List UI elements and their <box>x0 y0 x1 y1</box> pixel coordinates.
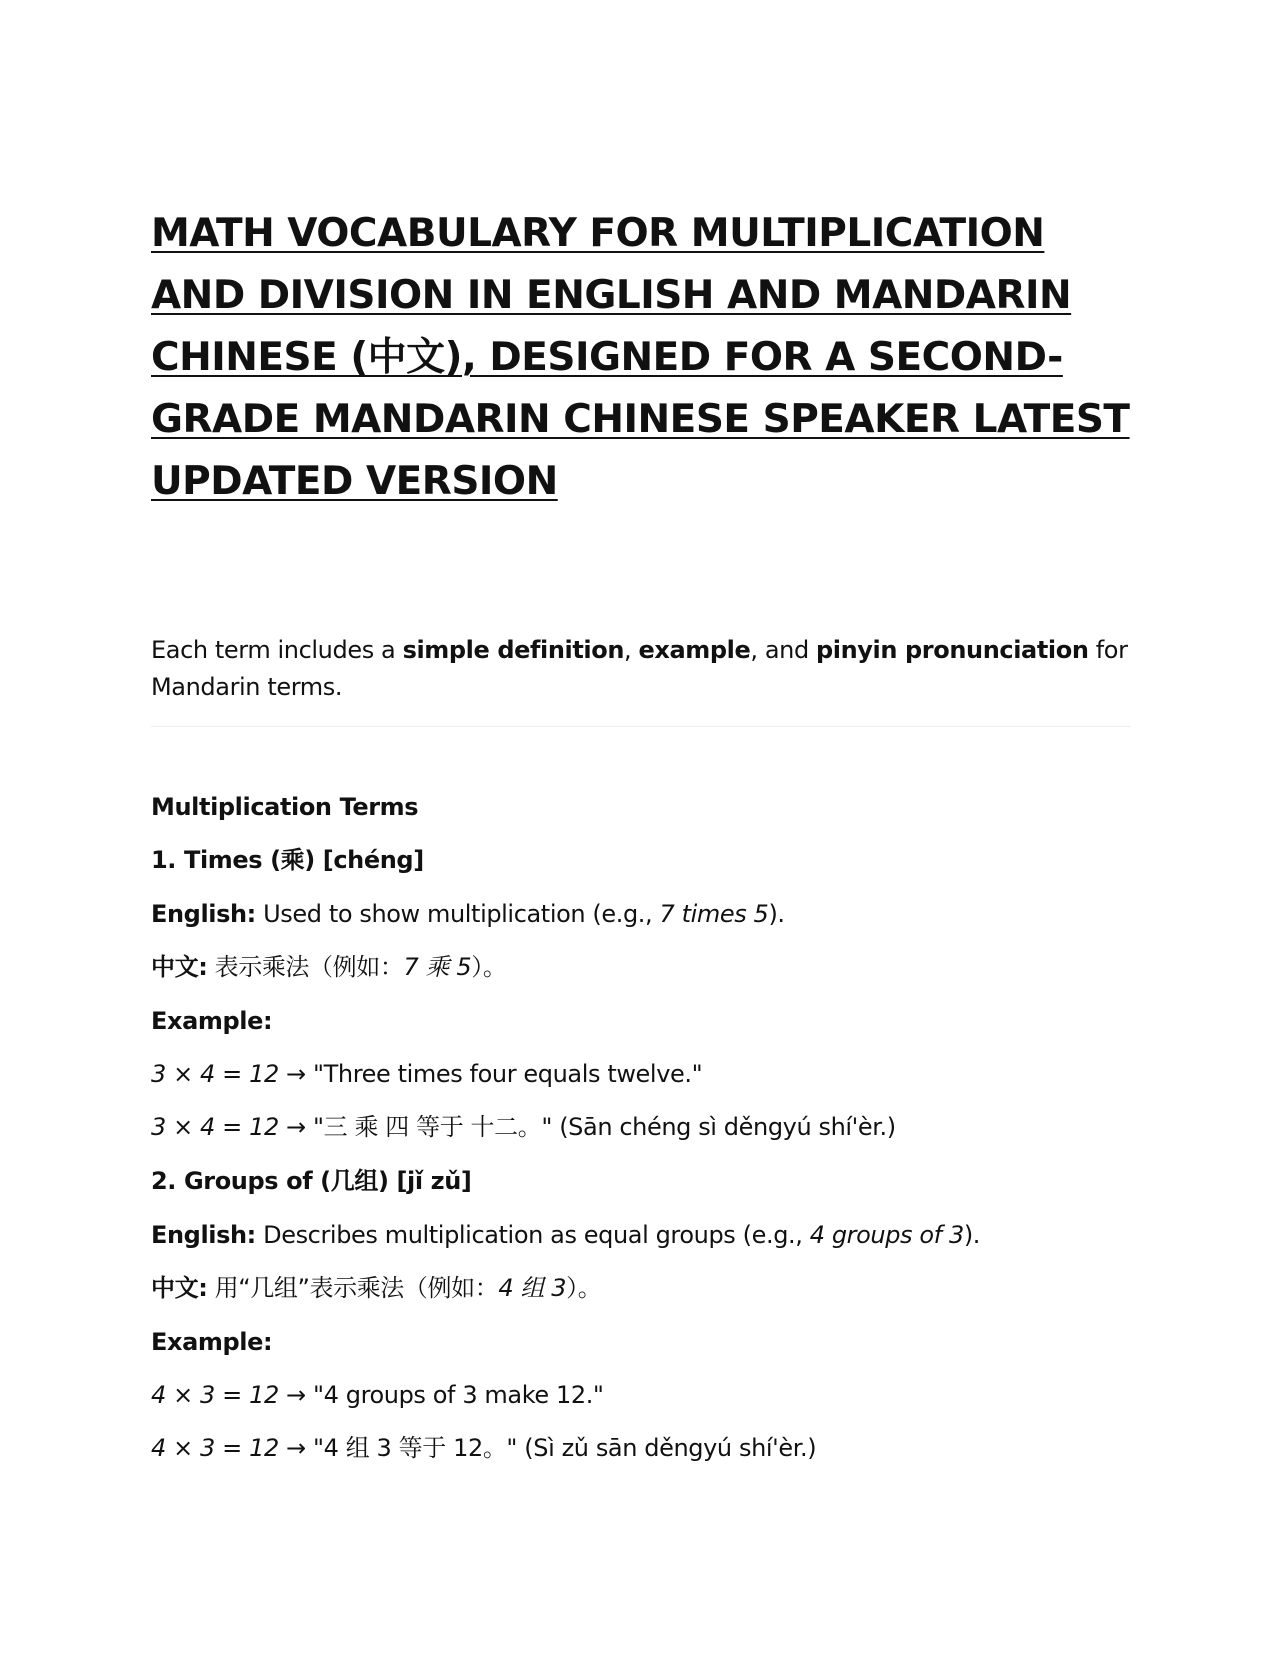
english-end: ). <box>768 900 785 928</box>
english-definition <box>151 1220 980 1250</box>
example-line <box>151 1112 896 1142</box>
english-text: Used to show multiplication (e.g., <box>255 900 660 928</box>
intro-paragraph <box>151 632 1136 706</box>
english-label: English: <box>151 900 256 928</box>
example-equation: 3 × 4 = 12 → <box>151 1060 306 1088</box>
chinese-text: 表示乘法（例如： <box>207 953 404 981</box>
example-line <box>151 1380 604 1410</box>
english-italic: 7 times 5 <box>659 900 769 928</box>
chinese-end: ）。 <box>566 1274 602 1302</box>
intro-text: for Mandarin terms. <box>151 636 1128 701</box>
chinese-end: ）。 <box>471 953 507 981</box>
example-text: "Three times four equals twelve." <box>305 1060 703 1088</box>
title-line: AND DIVISION IN ENGLISH AND MANDARIN <box>151 273 1072 318</box>
english-text: Describes multiplication as equal groups (e.g., <box>255 1221 810 1249</box>
title-line: UPDATED VERSION <box>151 459 558 504</box>
intro-bold-definition: simple definition <box>402 636 625 664</box>
example-equation: 4 × 3 = 12 → <box>151 1381 306 1409</box>
divider <box>151 726 1131 727</box>
example-text: "4 groups of 3 make 12." <box>305 1381 604 1409</box>
english-italic: 4 groups of 3 <box>809 1221 964 1249</box>
intro-bold-example: example <box>638 636 751 664</box>
example-line <box>151 1433 816 1463</box>
chinese-label: 中文: <box>151 953 208 981</box>
english-label: English: <box>151 1221 256 1249</box>
title-line: GRADE MANDARIN CHINESE SPEAKER LATEST <box>151 397 1130 442</box>
document-title <box>151 203 1136 513</box>
example-label: Example: <box>151 1328 273 1356</box>
title-line: CHINESE (中文), DESIGNED FOR A SECOND- <box>151 335 1063 380</box>
intro-text: , <box>624 636 639 664</box>
title-line: MATH VOCABULARY FOR MULTIPLICATION <box>151 211 1045 256</box>
example-text: "4 组 3 等于 12。" (Sì zǔ sān děngyú shí'èr.) <box>305 1434 817 1462</box>
example-equation: 4 × 3 = 12 → <box>151 1434 306 1462</box>
intro-text: , and <box>750 636 817 664</box>
section-heading: Multiplication Terms <box>151 793 419 821</box>
chinese-text: 用“几组”表示乘法（例如： <box>207 1274 499 1302</box>
english-end: ). <box>963 1221 981 1249</box>
example-line <box>151 1059 702 1089</box>
example-label: Example: <box>151 1007 273 1035</box>
chinese-italic: 7 乘 5 <box>403 953 472 981</box>
example-equation: 3 × 4 = 12 → <box>151 1113 306 1141</box>
intro-bold-pinyin: pinyin pronunciation <box>816 636 1089 664</box>
english-definition <box>151 899 785 929</box>
term-heading: 2. Groups of (几组) [jǐ zǔ] <box>151 1167 472 1195</box>
chinese-definition <box>151 1273 601 1303</box>
term-heading: 1. Times (乘) [chéng] <box>151 846 424 874</box>
chinese-label: 中文: <box>151 1274 208 1302</box>
chinese-definition <box>151 952 506 982</box>
intro-text: Each term includes a <box>151 636 403 664</box>
chinese-italic: 4 组 3 <box>498 1274 567 1302</box>
example-text: "三 乘 四 等于 十二。" (Sān chéng sì děngyú shí'èr.) <box>305 1113 896 1141</box>
